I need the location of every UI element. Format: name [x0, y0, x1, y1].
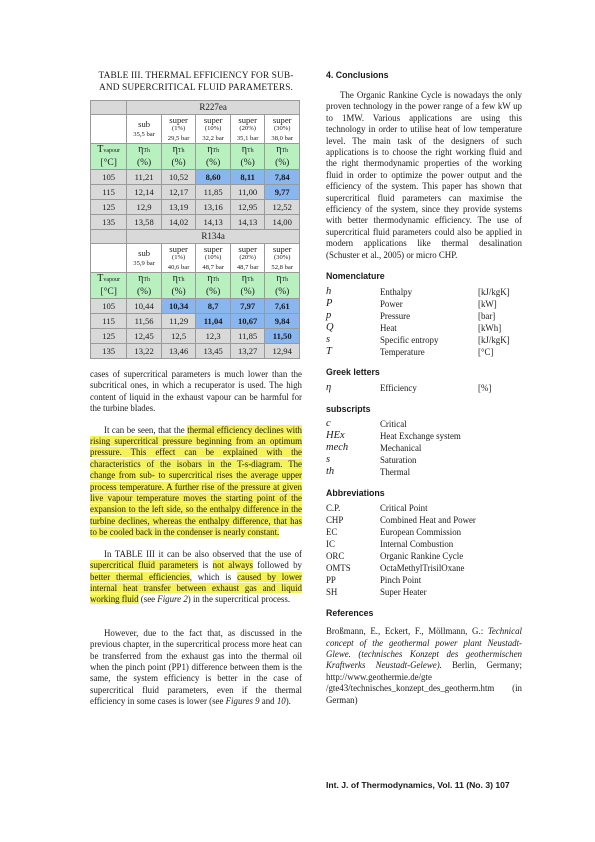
list-definition: Combined Heat and Power — [380, 515, 476, 526]
list-symbol: η — [326, 382, 332, 394]
column-name: super — [272, 115, 292, 125]
eta-unit: (%) — [136, 287, 152, 297]
list-item — [326, 286, 522, 298]
list-symbol: T — [326, 346, 332, 358]
column-name: super — [169, 244, 188, 254]
highlighted-text: caused by lower internal heat transfer between exhaust gas and liquid working fluid — [90, 571, 303, 605]
column-pressure: 35,5 bar — [133, 131, 155, 138]
list-definition: Enthalpy — [380, 287, 413, 298]
list-unit: [bar] — [478, 311, 496, 322]
temperature-cell: 135 — [91, 344, 127, 359]
list-symbol: PP — [326, 575, 336, 586]
efficiency-header-cell — [230, 144, 265, 170]
nomenclature-heading: Nomenclature — [326, 271, 385, 282]
efficiency-value-cell: 11,29 — [161, 314, 196, 329]
list-item — [326, 526, 522, 538]
eta-subscript: Th — [143, 148, 151, 154]
efficiency-value-cell: 12,14 — [127, 185, 162, 200]
list-unit: [%] — [478, 383, 492, 394]
table-row — [91, 215, 300, 230]
eta-symbol: η — [207, 273, 213, 284]
temperature-symbol: T — [97, 144, 104, 155]
text-span: ). — [285, 696, 291, 707]
list-item — [326, 442, 522, 454]
figure-reference: Figures 9 — [225, 696, 260, 707]
efficiency-value-cell: 8,60 — [196, 170, 231, 185]
efficiency-value-cell: 13,22 — [127, 344, 162, 359]
temperature-cell: 135 — [91, 215, 127, 230]
paragraph-table-observation — [90, 549, 302, 606]
abbreviations-heading: Abbreviations — [326, 488, 385, 499]
column-name: super — [272, 244, 292, 254]
greek-heading: Greek letters — [326, 367, 380, 378]
temperature-cell: 105 — [91, 170, 127, 185]
eta-subscript: Th — [177, 148, 185, 154]
list-definition: Power — [380, 299, 403, 310]
table-blank-cell — [91, 244, 127, 273]
efficiency-value-cell: 9,84 — [265, 314, 300, 329]
list-symbol: C.P. — [326, 503, 341, 514]
table-group-row — [91, 230, 300, 244]
column-name: sub — [138, 248, 151, 258]
column-percent: (20%) — [239, 125, 256, 132]
eta-unit: (%) — [171, 158, 186, 168]
list-symbol: ORC — [326, 551, 345, 562]
subscripts-heading: subscripts — [326, 404, 371, 415]
list-item — [326, 574, 522, 586]
table-row — [91, 299, 300, 314]
column-pressure: 40,6 bar — [167, 264, 190, 271]
paragraph-efficiency-decline — [90, 425, 302, 539]
efficiency-value-cell: 13,45 — [196, 344, 231, 359]
pressure-header-cell — [265, 244, 300, 273]
table-row — [91, 329, 300, 344]
efficiency-value-cell: 13,46 — [161, 344, 196, 359]
reference-rest: Berlin, Germany; http://www.geothermie.de/gte /gte43/technisches_konzept_des_geotherm.htm (in German) — [326, 660, 523, 705]
list-item — [326, 562, 522, 574]
efficiency-value-cell: 12,94 — [265, 344, 300, 359]
reference-entry — [326, 626, 522, 706]
text-span: and — [259, 696, 277, 707]
column-percent: (10%) — [204, 254, 222, 261]
list-definition: Organic Rankine Cycle — [380, 551, 464, 562]
eta-subscript: Th — [143, 277, 151, 283]
list-definition: Thermal — [380, 467, 411, 478]
column-percent: (30%) — [273, 254, 291, 261]
temperature-unit: [°C] — [100, 287, 117, 297]
pressure-header-cell — [161, 115, 196, 144]
list-symbol: OMTS — [326, 563, 351, 574]
table-row — [91, 185, 300, 200]
list-item — [326, 346, 522, 358]
list-definition: Critical Point — [380, 503, 428, 514]
efficiency-value-cell: 12,52 — [265, 200, 300, 215]
references-heading: References — [326, 608, 374, 619]
column-pressure: 29,5 bar — [167, 135, 190, 142]
pressure-header-row — [91, 115, 300, 144]
list-item — [326, 310, 522, 322]
list-definition: European Commission — [380, 527, 462, 538]
table-blank-cell — [91, 115, 127, 144]
efficiency-value-cell: 8,7 — [196, 299, 231, 314]
efficiency-value-cell: 11,85 — [196, 185, 231, 200]
column-pressure: 48,7 bar — [236, 264, 259, 271]
eta-unit: (%) — [171, 287, 186, 297]
efficiency-value-cell: 11,04 — [196, 314, 231, 329]
eta-subscript: Th — [246, 148, 254, 154]
eta-symbol: η — [241, 144, 247, 155]
paragraph-system-efficiency — [90, 628, 302, 708]
list-symbol: c — [326, 418, 331, 430]
temperature-unit: [°C] — [100, 158, 117, 168]
list-symbol: SH — [326, 587, 338, 598]
highlighted-text: better thermal efficiencies — [90, 571, 190, 582]
fluid-name-cell: R134a — [127, 230, 300, 244]
efficiency-header-cell — [161, 273, 196, 299]
text-span: ) in the supercritical process. — [187, 594, 291, 605]
efficiency-header-cell — [127, 273, 162, 299]
efficiency-value-cell: 11,21 — [127, 170, 162, 185]
abbreviations-list — [326, 502, 522, 598]
pressure-header-row — [91, 244, 300, 273]
efficiency-value-cell: 12,9 — [127, 200, 162, 215]
efficiency-value-cell: 12,3 — [196, 329, 231, 344]
temperature-cell: 115 — [91, 314, 127, 329]
efficiency-value-cell: 7,97 — [230, 299, 265, 314]
efficiency-value-cell: 9,77 — [265, 185, 300, 200]
left-column — [90, 70, 302, 708]
list-definition: Heat Exchange system — [380, 431, 461, 442]
list-symbol: EC — [326, 527, 338, 538]
temperature-subscript: vapour — [103, 148, 121, 154]
nomenclature-list — [326, 286, 522, 358]
highlighted-text: thermal efficiency declines with rising supercritical pressure beginning from an optimum pressure. This effect can be explained with the characteristics of the isobars in the T-s-diagram. The change from sub- to supercritical rises the average upper process temperature. A further rise of the pressure at given live vapour temperature moves the starting point of the expansion to the left side, so the enthalpy difference in the turbine declines, whereas the enthalpy difference, that has to be cooled back in the condenser is nearly constant. — [90, 424, 302, 538]
list-item — [326, 430, 522, 442]
column-percent: (10%) — [204, 125, 222, 132]
efficiency-value-cell: 12,45 — [127, 329, 162, 344]
eta-symbol: η — [276, 144, 282, 155]
figure-reference: 10 — [276, 696, 286, 707]
table-corner-cell — [91, 230, 127, 244]
efficiency-value-cell: 14,00 — [265, 215, 300, 230]
column-percent: (1%) — [172, 254, 186, 261]
efficiency-value-cell: 10,34 — [161, 299, 196, 314]
list-item — [326, 550, 522, 562]
temperature-cell: 125 — [91, 329, 127, 344]
efficiency-value-cell: 13,16 — [196, 200, 231, 215]
temperature-header-cell — [91, 273, 127, 299]
list-item — [326, 418, 522, 430]
eta-unit: (%) — [136, 158, 152, 168]
efficiency-value-cell: 11,50 — [265, 329, 300, 344]
column-name: sub — [138, 119, 151, 129]
text-span: , which is — [189, 571, 238, 582]
right-column — [326, 70, 522, 706]
list-symbol: CHP — [326, 515, 344, 526]
list-unit: [kJ/kgK] — [478, 335, 510, 346]
list-unit: [kJ/kgK] — [478, 287, 510, 298]
list-symbol: p — [326, 310, 332, 322]
efficiency-header-cell — [230, 273, 265, 299]
list-item — [326, 502, 522, 514]
eta-symbol: η — [241, 273, 247, 284]
greek-list — [326, 382, 522, 394]
efficiency-header-cell — [196, 144, 231, 170]
column-pressure: 38,0 bar — [271, 135, 294, 142]
table-row — [91, 344, 300, 359]
column-name: super — [238, 244, 257, 254]
column-name: super — [203, 244, 223, 254]
list-definition: Mechanical — [380, 443, 422, 454]
pressure-header-cell — [230, 244, 265, 273]
list-definition: Saturation — [380, 455, 417, 466]
list-unit: [kW] — [478, 299, 497, 310]
list-item — [326, 454, 522, 466]
list-item — [326, 466, 522, 478]
efficiency-table — [90, 100, 300, 359]
temperature-symbol: T — [97, 273, 104, 284]
column-percent: (1%) — [172, 125, 186, 132]
column-pressure: 35,9 bar — [133, 260, 155, 267]
eta-unit: (%) — [206, 158, 221, 168]
eta-unit: (%) — [240, 158, 255, 168]
highlighted-text: supercritical fluid parameters — [90, 560, 199, 571]
text-span: It can be seen, that the — [104, 424, 188, 435]
efficiency-value-cell: 7,84 — [265, 170, 300, 185]
column-name: super — [203, 115, 223, 125]
table-caption: TABLE III. THERMAL EFFICIENCY FOR SUB- AND SUPERCRITICAL FLUID PARAMETERS. — [98, 71, 294, 93]
pressure-header-cell — [265, 115, 300, 144]
efficiency-value-cell: 14,13 — [196, 215, 231, 230]
eta-symbol: η — [276, 273, 282, 284]
text-span: However, due to the fact that, as discussed in the previous chapter, in the supercritical process more heat can be transferred from the exhaust gas into the thermal oil when the pinch point (PP1) difference between them is the same, the system efficiency is better in the case of supercritical fluid parameters, even if the thermal efficiency in some cases is lower (see — [90, 627, 302, 707]
eta-unit: (%) — [275, 287, 290, 297]
eta-subscript: Th — [281, 277, 289, 283]
list-symbol: HEx — [326, 430, 345, 442]
eta-symbol: η — [172, 273, 178, 284]
column-name: super — [238, 115, 257, 125]
eta-symbol: η — [207, 144, 213, 155]
table-row — [91, 170, 300, 185]
list-definition: Efficiency — [380, 383, 417, 394]
list-definition: Heat — [380, 323, 397, 334]
list-symbol: s — [326, 334, 331, 346]
list-item — [326, 298, 522, 310]
efficiency-value-cell: 13,27 — [230, 344, 265, 359]
eta-subscript: Th — [212, 148, 220, 154]
efficiency-value-cell: 14,13 — [230, 215, 265, 230]
column-percent: (20%) — [239, 254, 256, 261]
list-definition: Pinch Point — [380, 575, 422, 586]
eta-unit: (%) — [240, 287, 255, 297]
figure-reference: Figure 2 — [157, 594, 188, 605]
temperature-cell: 105 — [91, 299, 127, 314]
list-symbol: IC — [326, 539, 335, 550]
temperature-header-cell — [91, 144, 127, 170]
eta-subscript: Th — [212, 277, 220, 283]
list-symbol: th — [326, 466, 335, 478]
list-definition: Internal Combustion — [380, 539, 454, 550]
text-span: In TABLE III it can be also observed that the use of — [104, 548, 302, 559]
efficiency-value-cell: 7,61 — [265, 299, 300, 314]
list-item — [326, 586, 522, 598]
table-row — [91, 200, 300, 215]
efficiency-value-cell: 14,02 — [161, 215, 196, 230]
list-item — [326, 382, 522, 394]
efficiency-header-cell — [265, 273, 300, 299]
list-symbol: P — [326, 298, 333, 310]
list-definition: Temperature — [380, 347, 425, 358]
text-span: (see — [138, 594, 158, 605]
pressure-header-cell — [161, 244, 196, 273]
eta-symbol: η — [172, 144, 178, 155]
pressure-header-cell — [127, 115, 162, 144]
efficiency-header-row — [91, 144, 300, 170]
list-definition: Specific entropy — [380, 335, 439, 346]
temperature-cell: 115 — [91, 185, 127, 200]
reference-title: Technical concept of the geothermal power plant Neustadt-Glewe. (technisches Konzept des geothermischen Kraftwerks Neustadt-Gelewe). — [326, 626, 522, 671]
column-pressure: 32,2 bar — [202, 135, 224, 142]
list-unit: [°C] — [478, 347, 494, 358]
efficiency-value-cell: 11,56 — [127, 314, 162, 329]
subscripts-list — [326, 418, 522, 478]
efficiency-value-cell: 10,52 — [161, 170, 196, 185]
efficiency-value-cell: 11,00 — [230, 185, 265, 200]
temperature-subscript: vapour — [103, 277, 121, 283]
table-row — [91, 314, 300, 329]
eta-subscript: Th — [177, 277, 185, 283]
column-name: super — [169, 115, 188, 125]
eta-subscript: Th — [281, 148, 289, 154]
text-span: is — [198, 560, 213, 571]
column-pressure: 52,8 bar — [271, 264, 294, 271]
list-definition: OctaMethylTrisilOxane — [380, 563, 465, 574]
efficiency-value-cell: 11,85 — [230, 329, 265, 344]
eta-unit: (%) — [275, 158, 290, 168]
efficiency-header-cell — [265, 144, 300, 170]
efficiency-value-cell: 10,44 — [127, 299, 162, 314]
conclusions-heading: 4. Conclusions — [326, 70, 389, 80]
pressure-header-cell — [196, 115, 231, 144]
list-item — [326, 538, 522, 550]
pressure-header-cell — [196, 244, 231, 273]
list-item — [326, 334, 522, 346]
efficiency-value-cell: 10,67 — [230, 314, 265, 329]
table-group-row — [91, 101, 300, 115]
list-item — [326, 322, 522, 334]
eta-symbol: η — [138, 144, 144, 155]
efficiency-header-cell — [161, 144, 196, 170]
highlighted-text: not always — [212, 560, 253, 571]
column-pressure: 48,7 bar — [202, 264, 224, 271]
list-definition: Pressure — [380, 311, 411, 322]
page-footer: Int. J. of Thermodynamics, Vol. 11 (No. 3) 107 — [326, 780, 510, 790]
list-symbol: s — [326, 454, 331, 466]
efficiency-value-cell: 8,11 — [230, 170, 265, 185]
fluid-name-cell: R227ea — [127, 101, 300, 115]
text-span: followed by — [252, 560, 302, 571]
list-unit: [kWh] — [478, 323, 502, 334]
reference-authors: Broßmann, E., Eckert, F., Möllmann, G.: — [326, 626, 484, 637]
efficiency-value-cell: 13,19 — [161, 200, 196, 215]
column-percent: (30%) — [273, 125, 291, 132]
column-pressure: 35,1 bar — [236, 135, 259, 142]
efficiency-value-cell: 12,95 — [230, 200, 265, 215]
efficiency-value-cell: 13,58 — [127, 215, 162, 230]
efficiency-value-cell: 12,17 — [161, 185, 196, 200]
list-symbol: mech — [326, 442, 349, 454]
list-item — [326, 514, 522, 526]
temperature-cell: 125 — [91, 200, 127, 215]
efficiency-header-cell — [196, 273, 231, 299]
paragraph-recuperator: cases of supercritical parameters is much lower than the subcritical ones, in which a recuperator is used. The high content of liquid in the exhaust vapour can be harmful for the turbine blades. — [90, 369, 302, 414]
efficiency-header-row — [91, 273, 300, 299]
pressure-header-cell — [127, 244, 162, 273]
list-definition: Super Heater — [380, 587, 427, 598]
list-definition: Critical — [380, 419, 407, 430]
conclusions-text: The Organic Rankine Cycle is nowadays the only proven technology in the power range of a few kW up to 1MW. Various applications are using this technology in order to utilise heat of low temperature level. The main task of the designers of such applications is to choose the right working fluid and the right thermodynamic properties of the working fluid in order to optimize the power output and the efficiency of the system. This paper has shown that supercritical fluid parameters can maximise the efficiency of the system, since they provide systems with better thermodynamic efficiency. The use of supercritical fluid parameters could also be applied in modern applications like thermal desalination (Schuster et al., 2005) or micro CHP. — [326, 90, 522, 260]
list-symbol: h — [326, 286, 332, 298]
eta-symbol: η — [138, 273, 144, 284]
table-corner-cell — [91, 101, 127, 115]
eta-subscript: Th — [246, 277, 254, 283]
efficiency-header-cell — [127, 144, 162, 170]
eta-unit: (%) — [206, 287, 221, 297]
list-symbol: Q — [326, 322, 334, 334]
pressure-header-cell — [230, 115, 265, 144]
efficiency-value-cell: 12,5 — [161, 329, 196, 344]
